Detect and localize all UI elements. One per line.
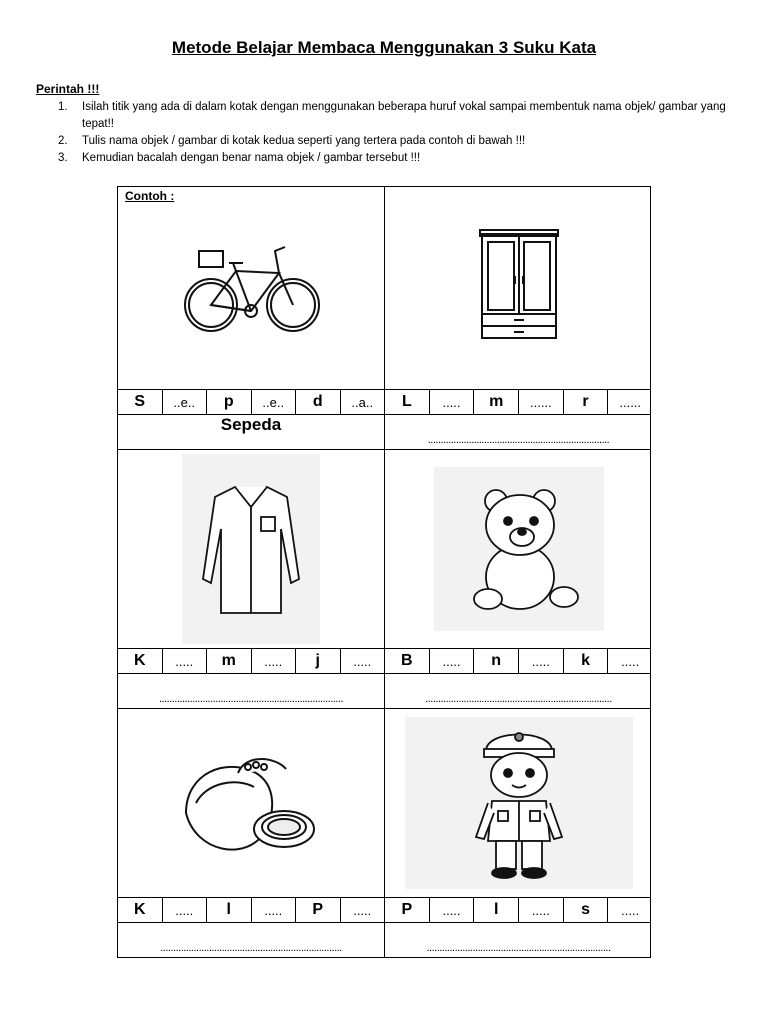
instruction-number: 2. <box>58 135 68 147</box>
wardrobe-icon <box>474 228 564 348</box>
vowel-blank[interactable]: ..... <box>430 898 475 922</box>
letter-box: S <box>118 390 163 414</box>
coconut-icon <box>176 743 326 863</box>
example-label: Contoh : <box>125 189 175 203</box>
letter-box: P <box>385 898 430 922</box>
answer-cell[interactable] <box>385 923 652 957</box>
answer-blank[interactable]: ........................................................................ <box>426 942 611 954</box>
syllable-row <box>385 390 652 414</box>
police-boy-icon <box>464 721 574 885</box>
syllable-row <box>118 390 384 414</box>
answer-blank[interactable]: ....................................................................... <box>427 434 610 446</box>
syllable-row <box>118 898 384 922</box>
vowel-blank[interactable]: ..... <box>519 649 564 673</box>
vowel-blank[interactable]: ..... <box>430 390 475 414</box>
vowel-blank[interactable]: ...... <box>619 394 642 410</box>
syllable-row <box>118 649 384 673</box>
letter-box: r <box>564 390 609 414</box>
image-frame <box>405 717 633 889</box>
vowel-blank[interactable]: ..... <box>163 898 208 922</box>
letter-box: K <box>118 649 163 673</box>
image-cell <box>385 187 652 389</box>
vowel-blank[interactable]: ..... <box>430 649 475 673</box>
syllable-row <box>385 898 652 922</box>
answer-cell <box>118 415 384 449</box>
vowel-blank[interactable]: ..... <box>252 898 297 922</box>
letter-box: j <box>296 649 341 673</box>
vowel-blank[interactable]: ..... <box>163 649 208 673</box>
letter-box: B <box>385 649 430 673</box>
letter-box: l <box>474 898 519 922</box>
vowel-blank[interactable]: ..... <box>621 653 640 669</box>
letter-box: n <box>474 649 519 673</box>
vowel-blank: ..e.. <box>163 390 208 414</box>
instruction-item <box>58 99 748 133</box>
letter-box: k <box>564 649 609 673</box>
instruction-text: Kemudian bacalah dengan benar nama objek / gambar tersebut !!! <box>82 152 421 164</box>
instruction-number: 3. <box>58 152 68 164</box>
letter-box: m <box>207 649 252 673</box>
vowel-blank[interactable]: ..... <box>252 649 297 673</box>
answer-cell[interactable] <box>118 674 384 708</box>
instruction-item <box>58 150 748 167</box>
letter-box: P <box>296 898 341 922</box>
bicycle-icon <box>181 233 321 343</box>
shirt-icon <box>195 479 307 619</box>
image-cell <box>385 709 652 897</box>
example-cell <box>118 187 384 389</box>
teddy-bear-icon <box>454 479 584 619</box>
answer-blank[interactable]: ........................................................................ <box>158 693 344 705</box>
vowel-blank[interactable]: ..... <box>621 902 640 918</box>
image-cell <box>118 450 384 648</box>
instruction-item <box>58 133 748 150</box>
letter-box: K <box>118 898 163 922</box>
answer-blank[interactable]: ....................................................................... <box>160 942 342 954</box>
letter-box: d <box>296 390 341 414</box>
image-cell <box>118 709 384 897</box>
answer-cell[interactable] <box>385 415 652 449</box>
instructions-heading: Perintah !!! <box>36 82 100 96</box>
instructions-list <box>58 99 748 167</box>
image-cell <box>385 450 652 648</box>
vowel-blank[interactable]: ..... <box>519 898 564 922</box>
vowel-blank[interactable]: ..... <box>353 902 372 918</box>
vowel-blank[interactable]: ...... <box>519 390 564 414</box>
letter-box: p <box>207 390 252 414</box>
letter-box: l <box>207 898 252 922</box>
vowel-blank[interactable]: ..... <box>353 653 372 669</box>
vowel-blank: ..e.. <box>252 390 297 414</box>
answer-blank[interactable]: ......................................................................... <box>425 693 612 705</box>
answer-cell[interactable] <box>118 923 384 957</box>
instruction-text: Tulis nama objek / gambar di kotak kedua seperti yang tertera pada contoh di bawah !!! <box>82 135 526 147</box>
image-frame <box>182 454 320 644</box>
vowel-blank: ..a.. <box>351 394 374 410</box>
page-title: Metode Belajar Membaca Menggunakan 3 Suku Kata <box>171 38 597 57</box>
worksheet-grid <box>117 186 651 958</box>
instruction-text: Isilah titik yang ada di dalam kotak dengan menggunakan beberapa huruf vokal sampai membentuk nama objek/ gambar yang tepat!! <box>82 101 726 130</box>
instruction-number: 1. <box>58 101 68 113</box>
answer-word: Sepeda <box>220 415 282 434</box>
image-frame <box>434 467 604 631</box>
answer-cell[interactable] <box>385 674 652 708</box>
letter-box: s <box>564 898 609 922</box>
letter-box: m <box>474 390 519 414</box>
syllable-row <box>385 649 652 673</box>
letter-box: L <box>385 390 430 414</box>
